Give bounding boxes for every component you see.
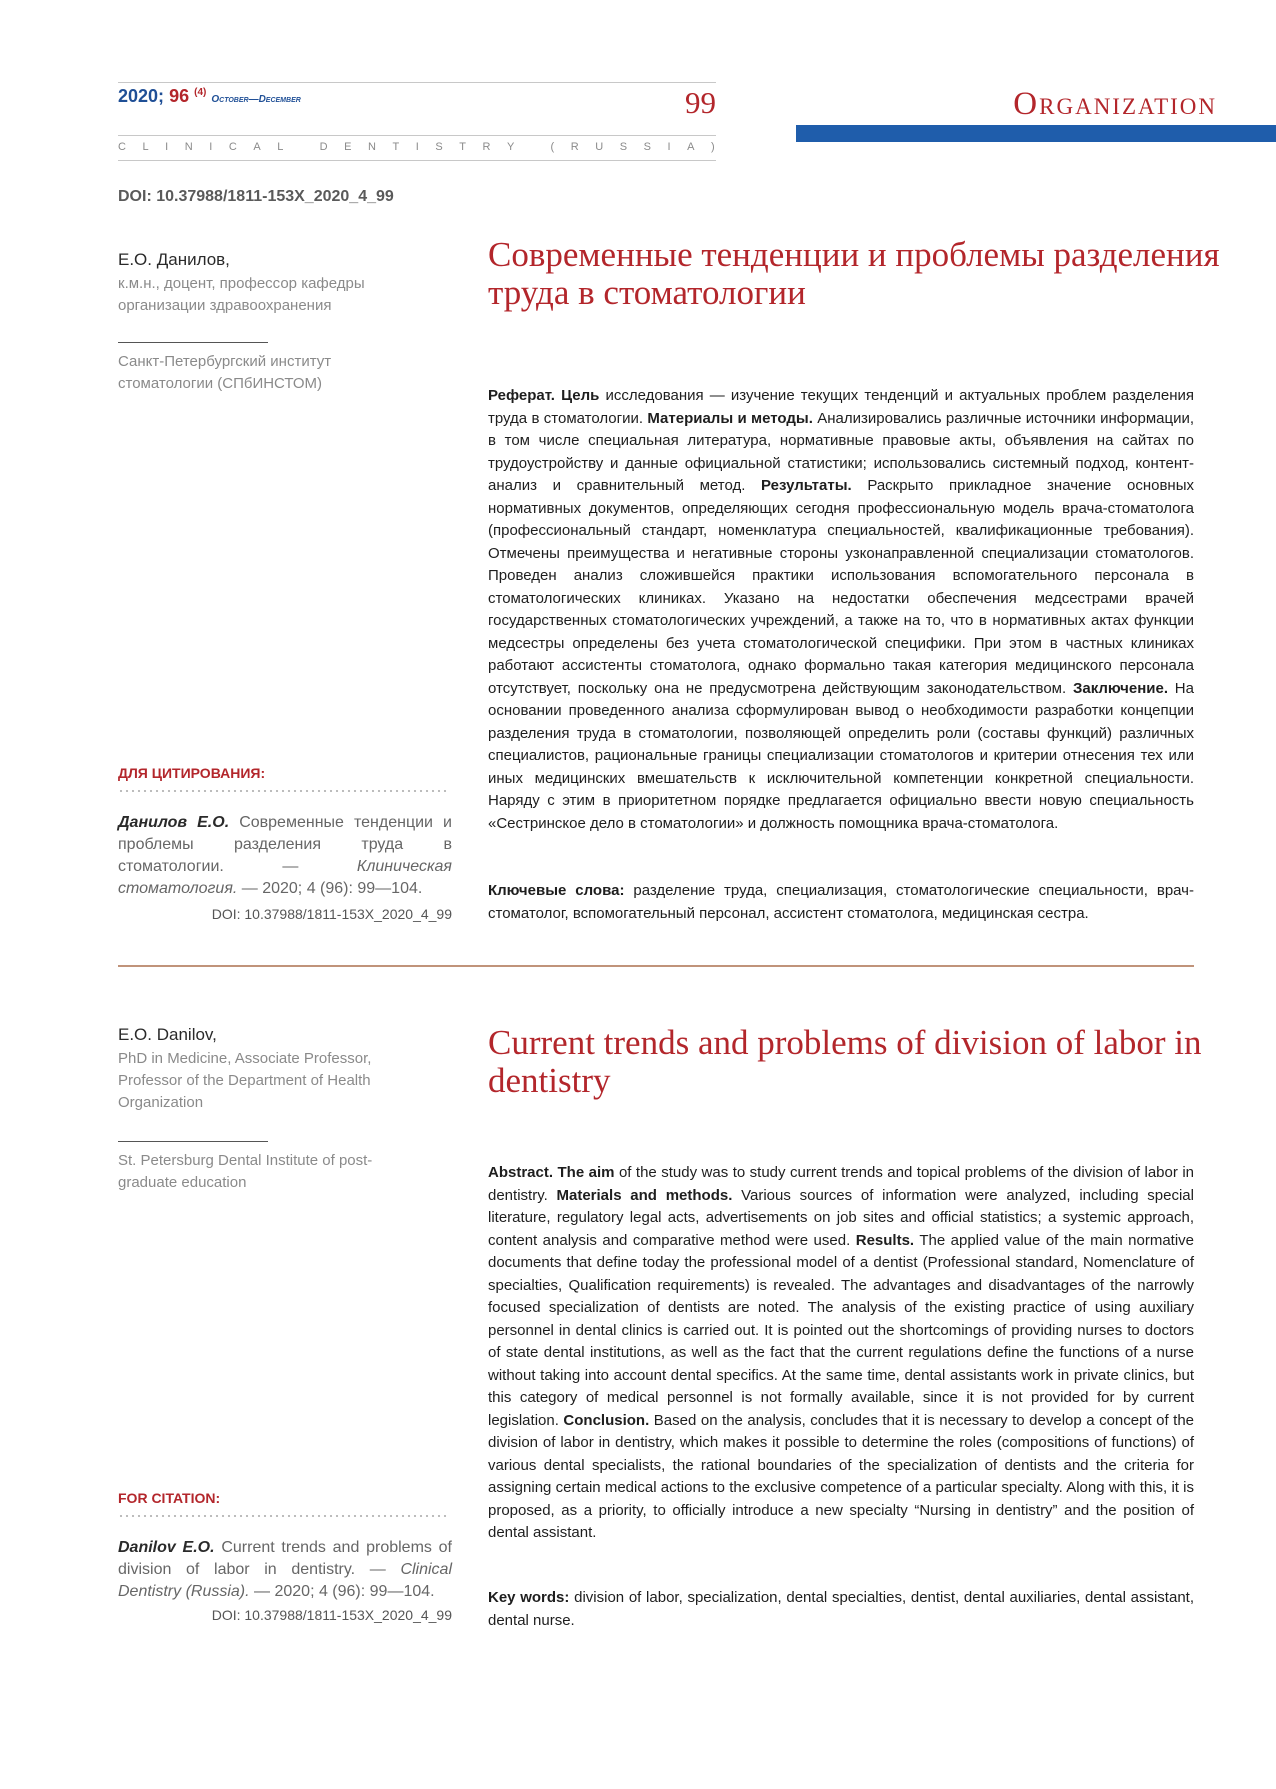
citation-tail-ru: — 2020; 4 (96): 99—104.: [241, 880, 423, 897]
citation-author-en: Danilov E.O.: [118, 1539, 215, 1556]
journal-letter: L: [277, 141, 285, 153]
author-position-ru: к.м.н., доцент, профессор кафедры организации здравоохранения: [118, 275, 365, 314]
methods-label-en: Materials and methods.: [556, 1186, 733, 1204]
journal-letter: I: [667, 141, 672, 153]
journal-letter: [300, 141, 304, 153]
journal-letter: S: [619, 141, 629, 153]
abstract-ru: [488, 385, 1194, 835]
author-separator-en: [118, 1141, 268, 1142]
author-position-en: PhD in Medicine, Associate Professor, Professor of the Department of Health Organization: [118, 1050, 372, 1111]
aim-text-ru: исследования — изучение текущих тенденций и актуальных проблем разделения труда в стоматологии.: [488, 387, 1194, 427]
journal-letter: (: [550, 141, 556, 153]
journal-letter: I: [165, 141, 170, 153]
methods-label-ru: Материалы и методы.: [647, 409, 813, 427]
keywords-label-en: Key words:: [488, 1589, 570, 1606]
citation-doi-en: DOI: 10.37988/1811-153X_2020_4_99: [211, 1607, 452, 1623]
journal-letter: Y: [507, 141, 516, 153]
citation-journal-en: Clinical Dentistry (Russia).: [118, 1561, 453, 1600]
issue-info: [118, 86, 301, 107]
aim-label-ru: Цель: [561, 387, 600, 404]
keywords-text-ru: разделение труда, специализация, стоматологические специальности, врач-стоматолог, вспомогательный персонал, ассистент стоматолога, медицинская сестра.: [488, 882, 1194, 922]
journal-letter: E: [344, 141, 353, 153]
journal-letter: C: [118, 141, 127, 153]
conclusion-text-ru: На основании проведенного анализа сформулирован вывод о необходимости разработки концепции разделения труда в стоматологии, позволяющей определить роли (составы функций) различных специалистов, рациональные границы специализации стоматологов и критерии отнесения тех или иных медицинских вмешательств к исключительной компетенции конкретной специальности. Наряду с этим в приоритетном порядке предлагается официально ввести новую специальность «Сестринское дело в стоматологии» и должность помощника врача-стоматолога.: [488, 679, 1194, 832]
results-label-en: Results.: [855, 1231, 915, 1249]
methods-text-ru: Анализировались различные источники информации, в том числе специальная литература, нормативные правовые акты, объявления на сайтах по трудоустройству и данные официальной статистики; использовались системный подход, контент-анализ и сравнительный метод.: [488, 409, 1195, 494]
citation-heading-ru: ДЛЯ ЦИТИРОВАНИЯ:: [118, 765, 266, 781]
journal-letter: T: [459, 141, 467, 153]
citation-text-en: Current trends and problems of division of labor in dentistry. —: [118, 1539, 453, 1578]
page-number: 99: [685, 85, 716, 120]
article-doi: DOI: 10.37988/1811-153X_2020_4_99: [118, 188, 394, 205]
journal-letter: A: [687, 141, 696, 153]
results-text-en: The applied value of the main normative documents that define today the professional model of a dentist (Professional standard, Nomenclature of specialties, Qualification requirements) is revealed. The advantages and disadvantages of the narrowly focused specialization of dentists are noted. The analysis of the existing practice of using auxiliary personnel in dental clinics is carried out. It is pointed out the shortcomings of providing nurses to doctors of state dental institutions, as well as the fact that the current regulations define the functions of a nurse without taking into account dental specifics. At the same time, dental assistants work in private clinics, but this category of medical personnel is not formally available, since it is not provided for by current legislation.: [488, 1231, 1195, 1429]
journal-letter: [531, 141, 535, 153]
journal-letter: L: [142, 141, 150, 153]
issue-number: (4): [194, 87, 207, 98]
journal-letter: C: [228, 141, 238, 153]
methods-text-en: Various sources of information were analyzed, including special literature, regulatory legal acts, advertisements on job sites and official statistics; a systemic approach, content analysis and comparative method were used.: [488, 1186, 1194, 1249]
section-color-bar: [796, 125, 1276, 142]
keywords-text-en: division of labor, specialization, dental specialties, dentist, dental auxiliaries, dental assistant, dental nurse.: [488, 1589, 1194, 1629]
affiliation-en: St. Petersburg Dental Institute of post-graduate education: [118, 1152, 373, 1191]
journal-letter: D: [319, 141, 329, 153]
citation-journal-ru: Клиническая стоматология.: [118, 858, 452, 897]
citation-text-ru: Современные тенденции и проблемы разделения труда в стоматологии. —: [118, 814, 452, 875]
year: 2020;: [118, 86, 165, 106]
citation-author-ru: Данилов Е.О.: [118, 814, 230, 831]
journal-letter: A: [253, 141, 262, 153]
citation-ru: [118, 812, 452, 900]
author-name-en: E.O. Danilov,: [118, 1025, 217, 1044]
citation-dots-ru: [118, 790, 450, 792]
journal-letter: R: [482, 141, 492, 153]
issue-period: October—December: [211, 94, 301, 105]
abstract-en: [488, 1162, 1194, 1545]
journal-letter: S: [435, 141, 444, 153]
header-top-rule: [118, 82, 716, 83]
header-mid-rule: [118, 135, 716, 136]
keywords-ru: [488, 880, 1194, 925]
aim-text-en: of the study was to study current trends and topical problems of the division of labor in dentistry.: [488, 1164, 1194, 1204]
abstract-label-ru: Реферат.: [488, 387, 555, 404]
conclusion-label-ru: Заключение.: [1072, 679, 1168, 697]
journal-letter: S: [643, 141, 652, 153]
header-bottom-rule: [118, 160, 716, 161]
citation-doi-ru: DOI: 10.37988/1811-153X_2020_4_99: [211, 906, 452, 922]
journal-letter: ): [711, 141, 716, 153]
affiliation-ru: Санкт-Петербургский институт стоматологии (СПбИНСТОМ): [118, 353, 332, 392]
journal-letter: T: [392, 141, 401, 153]
article-title-ru: Современные тенденции и проблемы разделения труда в стоматологии: [488, 235, 1220, 312]
volume: 96: [169, 86, 190, 106]
conclusion-text-en: Based on the analysis, concludes that it is necessary to develop a concept of the division of labor in dentistry, which makes it possible to determine the roles (compositions of functions) of various dental specialists, the rational boundaries of the specialization of dentists and the criteria for assigning certain medical actions to the exclusive competence of a particular specialty. Along with this, it is proposed, as a priority, to officially introduce a new specialty “Nursing in dentistry” and the position of dental assistant.: [488, 1411, 1195, 1541]
article-title-en: Current trends and problems of division of labor in dentistry: [488, 1023, 1202, 1100]
abstract-label-en: Abstract.: [488, 1164, 554, 1181]
author-name-ru: Е.О. Данилов,: [118, 250, 230, 269]
results-label-ru: Результаты.: [761, 477, 852, 494]
language-divider: [118, 965, 1194, 967]
section-title: Organization: [1013, 86, 1217, 122]
journal-letter: N: [184, 141, 194, 153]
journal-name: [118, 141, 716, 153]
keywords-en: [488, 1587, 1194, 1632]
citation-tail-en: — 2020; 4 (96): 99—104.: [254, 1583, 435, 1600]
journal-letter: U: [595, 141, 605, 153]
citation-dots-en: [118, 1515, 450, 1517]
conclusion-label-en: Conclusion.: [563, 1411, 650, 1429]
journal-letter: I: [415, 141, 420, 153]
journal-letter: N: [367, 141, 377, 153]
results-text-ru: Раскрыто прикладное значение основных нормативных документов, определяющих сегодня профессиональную модель врача-стоматолога (профессиональный стандарт, номенклатура специальностей, квалификационные требования). Отмечены преимущества и негативные стороны узконаправленной специализации стоматологов. Проведен анализ сложившейся практики использования вспомогательного персонала в стоматологических клиниках. Указано на недостатки обеспечения медсестрами врачей государственных стоматологических учреждений, а также на то, что в нормативных актах функции медсестры определены без учета стоматологической специфики. При этом в частных клиниках работают ассистенты стоматолога, однако формально такая категория медицинского персонала отсутствует, поскольку она не предусмотрена действующим законодательством.: [488, 477, 1194, 697]
author-separator-ru: [118, 342, 268, 343]
citation-heading-en: FOR CITATION:: [118, 1490, 221, 1506]
citation-en: [118, 1537, 452, 1603]
journal-letter: R: [570, 141, 580, 153]
aim-label-en: The aim: [557, 1164, 615, 1181]
keywords-label-ru: Ключевые слова:: [488, 882, 625, 899]
journal-letter: I: [209, 141, 214, 153]
